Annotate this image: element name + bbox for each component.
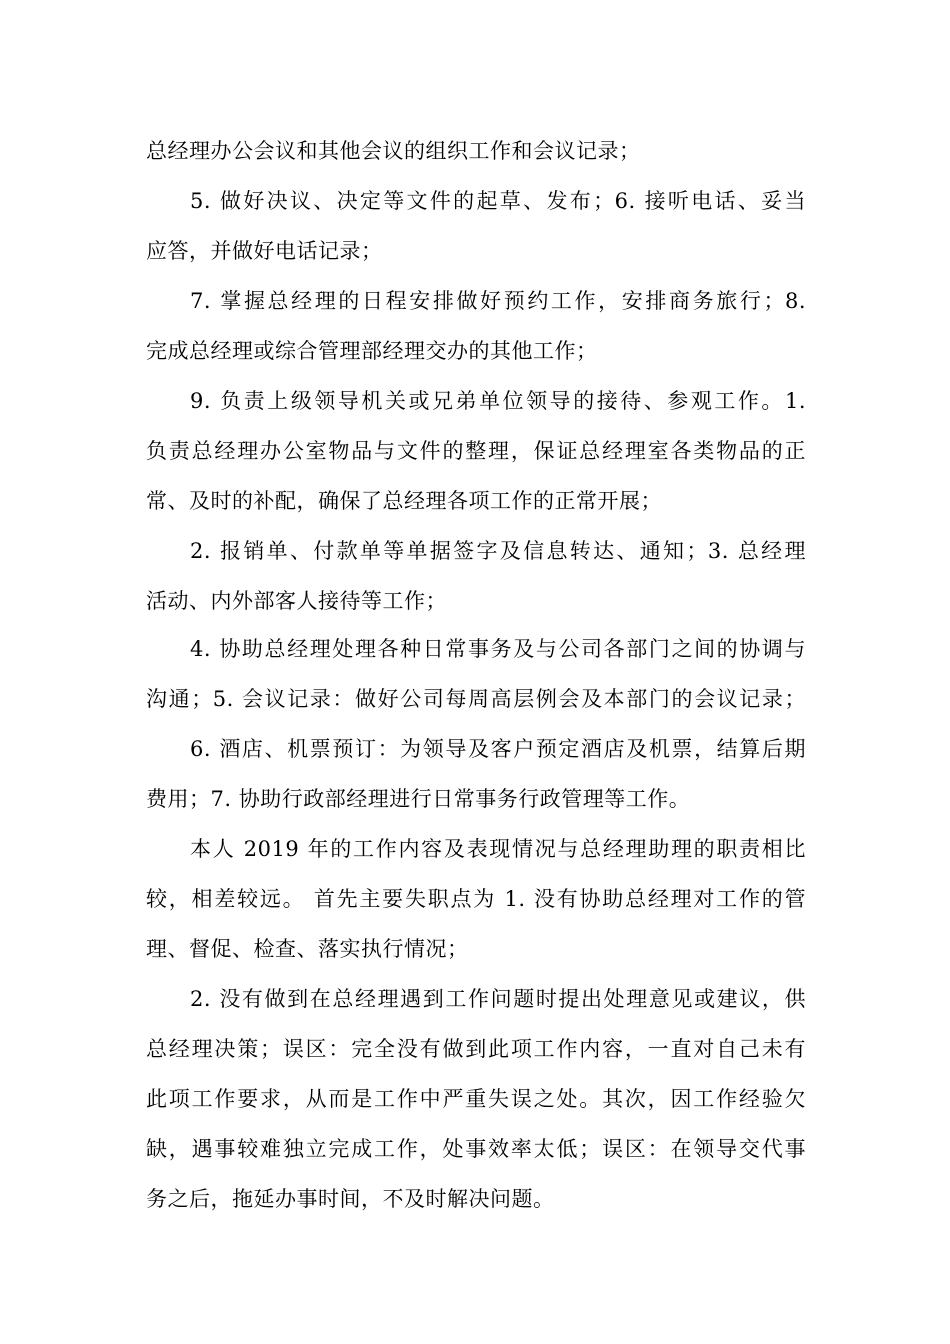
paragraph-line: 缺，遇事较难独立完成工作，处事效率太低；误区：在领导交代事 — [146, 1137, 806, 1161]
paragraph-line: 负责总经理办公室物品与文件的整理，保证总经理室各类物品的正 — [146, 439, 806, 463]
paragraph-line: 6. 酒店、机票预订：为领导及客户预定酒店及机票，结算后期 — [190, 737, 806, 761]
paragraph-line: 7. 掌握总经理的日程安排做好预约工作，安排商务旅行；8. — [190, 289, 806, 313]
paragraph-line: 2. 报销单、付款单等单据签字及信息转达、通知；3. 总经理 — [190, 539, 806, 563]
paragraph-line: 费用；7. 协助行政部经理进行日常事务行政管理等工作。 — [146, 787, 691, 811]
paragraph-line: 5. 做好决议、决定等文件的起草、发布；6. 接听电话、妥当 — [190, 189, 806, 213]
paragraph-line: 沟通；5. 会议记录：做好公司每周高层例会及本部门的会议记录； — [146, 687, 806, 711]
paragraph-line: 2. 没有做到在总经理遇到工作问题时提出处理意见或建议，供 — [190, 987, 806, 1011]
paragraph-line: 活动、内外部客人接待等工作； — [146, 589, 447, 613]
paragraph-line: 总经理决策；误区：完全没有做到此项工作内容，一直对自己未有 — [146, 1037, 806, 1061]
paragraph-line: 9. 负责上级领导机关或兄弟单位领导的接待、参观工作。1. — [190, 389, 806, 413]
paragraph-line: 务之后，拖延办事时间，不及时解决问题。 — [146, 1187, 555, 1211]
paragraph-line: 常、及时的补配，确保了总经理各项工作的正常开展； — [146, 489, 662, 513]
paragraph-line: 较，相差较远。 首先主要失职点为 1. 没有协助总经理对工作的管 — [146, 887, 806, 911]
paragraph-line: 此项工作要求，从而是工作中严重失误之处。其次，因工作经验欠 — [146, 1087, 806, 1111]
paragraph-line: 理、督促、检查、落实执行情况； — [146, 937, 469, 961]
paragraph-line: 4. 协助总经理处理各种日常事务及与公司各部门之间的协调与 — [190, 637, 806, 661]
paragraph-line: 完成总经理或综合管理部经理交办的其他工作； — [146, 339, 598, 363]
paragraph-line: 总经理办公会议和其他会议的组织工作和会议记录； — [146, 139, 641, 163]
paragraph-line: 应答，并做好电话记录； — [146, 239, 383, 263]
paragraph-line: 本人 2019 年的工作内容及表现情况与总经理助理的职责相比 — [190, 837, 806, 861]
